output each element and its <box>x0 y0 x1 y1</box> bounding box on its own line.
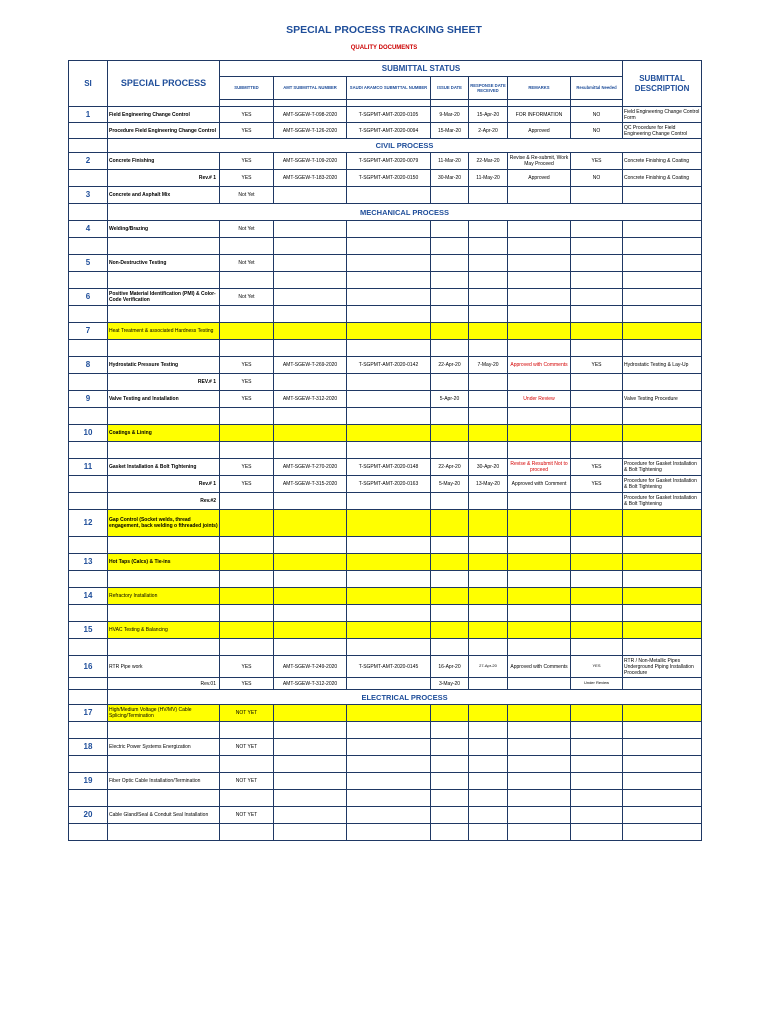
spacer-row <box>69 722 702 739</box>
col-resub-header: Resubmittal Needed <box>571 77 623 100</box>
table-row <box>69 476 702 493</box>
issue-date-cell: 9-Mar-20 <box>431 107 469 123</box>
process-name: Concrete and Asphalt Mix <box>108 187 220 204</box>
table-row <box>69 289 702 306</box>
description-cell: Valve Testing Procedure <box>623 391 702 408</box>
table-row <box>69 493 702 510</box>
process-name: Electric Power Systems Energization <box>108 739 220 756</box>
table-row <box>69 705 702 722</box>
table-row <box>69 357 702 374</box>
process-name: Positive Material Identification (PMI) & Color-Code Verification <box>108 289 220 306</box>
spacer-row <box>69 756 702 773</box>
table-row <box>69 153 702 170</box>
table-row <box>69 554 702 571</box>
col-si-header: SI <box>69 61 108 107</box>
row-number: 6 <box>69 289 108 306</box>
description-cell: Field Engineering Change Control Form <box>623 107 702 123</box>
description-cell: RTR / Non-Metallic Pipes Underground Piping Installation Procedure <box>623 656 702 678</box>
col-aramco-header: SAUDI ARAMCO SUBMITTAL NUMBER <box>347 77 431 100</box>
submitted-cell: YES <box>220 107 274 123</box>
table-row <box>69 107 702 123</box>
table-row <box>69 123 702 139</box>
submitted-cell: YES <box>220 459 274 476</box>
submitted-cell: NOT YET <box>220 739 274 756</box>
submitted-cell: NOT YET <box>220 807 274 824</box>
col-amt-header: AMT SUBMITTAL NUMBER <box>274 77 347 100</box>
col-submitted-header: SUBMITTED <box>220 77 274 100</box>
row-number: 9 <box>69 391 108 408</box>
amt-number-cell: AMT-SGEW-T-109-2020 <box>274 153 347 170</box>
spacer-row <box>69 571 702 588</box>
aramco-number-cell: T-SGPMT-AMT-2020-0105 <box>347 107 431 123</box>
resubmittal-cell: NO <box>571 107 623 123</box>
process-name: Heat Treatment & associated Hardness Testing <box>108 323 220 340</box>
amt-number-cell: AMT-SGEW-T-098-2020 <box>274 107 347 123</box>
aramco-number-cell: T-SGPMT-AMT-2020-0163 <box>347 476 431 493</box>
spacer-row <box>69 790 702 807</box>
table-row <box>69 510 702 537</box>
aramco-number-cell: T-SGPMT-AMT-2020-0145 <box>347 656 431 678</box>
description-cell: Concrete Finishing & Coating <box>623 170 702 187</box>
table-row <box>69 374 702 391</box>
col-description-header: SUBMITTAL DESCRIPTION <box>623 61 702 107</box>
row-number: 3 <box>69 187 108 204</box>
spacer-row <box>69 340 702 357</box>
spacer-row <box>69 442 702 459</box>
remarks-cell: FOR INFORMATION <box>508 107 571 123</box>
resubmittal-cell: YES <box>571 459 623 476</box>
revision-label: Rev.# 1 <box>108 170 220 187</box>
process-name: Fiber Optic Cable Installation/Termination <box>108 773 220 790</box>
issue-date-cell: 5-May-20 <box>431 476 469 493</box>
response-date-cell: 7-May-20 <box>469 357 508 374</box>
process-name: High/Medium Voltage (HV/MV) Cable Splicing/Termination <box>108 705 220 722</box>
submitted-cell: YES <box>220 153 274 170</box>
revision-label: Rev.01 <box>108 678 220 690</box>
col-issue-header: ISSUE DATE <box>431 77 469 100</box>
col-response-header: RESPONSE DATE RECEIVED <box>469 77 508 100</box>
remarks-cell: Under Review <box>508 391 571 408</box>
remarks-cell: Approved <box>508 123 571 139</box>
amt-number-cell: AMT-SGEW-T-315-2020 <box>274 476 347 493</box>
process-name: Coatings & Lining <box>108 425 220 442</box>
issue-date-cell: 22-Apr-20 <box>431 357 469 374</box>
issue-date-cell: 3-May-20 <box>431 678 469 690</box>
table-row <box>69 807 702 824</box>
header-row-1 <box>69 61 702 77</box>
row-number: 5 <box>69 255 108 272</box>
spacer-row <box>69 605 702 622</box>
row-number: 10 <box>69 425 108 442</box>
process-name: Cable Gland/Seal & Conduit Seal Installation <box>108 807 220 824</box>
process-name: HVAC Testing & Balancing <box>108 622 220 639</box>
table-row <box>69 622 702 639</box>
submitted-cell: YES <box>220 170 274 187</box>
process-name: Procedure Field Engineering Change Control <box>108 123 220 139</box>
section-title-electrical: ELECTRICAL PROCESS <box>108 690 702 705</box>
submitted-cell: YES <box>220 391 274 408</box>
spacer-row <box>69 272 702 289</box>
process-name: Refractory Installation <box>108 588 220 605</box>
process-name: Hot Taps (Calcs) & Tie-ins <box>108 554 220 571</box>
table-row <box>69 323 702 340</box>
row-number: 14 <box>69 588 108 605</box>
submitted-cell: NOT YET <box>220 705 274 722</box>
spacer-row <box>69 639 702 656</box>
table-row <box>69 656 702 678</box>
aramco-number-cell: T-SGPMT-AMT-2020-0094 <box>347 123 431 139</box>
resubmittal-cell: Under Review <box>571 678 623 690</box>
section-row <box>69 204 702 221</box>
process-name: Gasket Installation & Bolt Tightening <box>108 459 220 476</box>
spacer-row <box>69 537 702 554</box>
remarks-cell: Approved with Comment <box>508 476 571 493</box>
col-remarks-header: REMARKS <box>508 77 571 100</box>
table-row <box>69 773 702 790</box>
submitted-cell: YES <box>220 656 274 678</box>
issue-date-cell: 16-Apr-20 <box>431 656 469 678</box>
tracking-table <box>68 60 702 841</box>
table-row <box>69 255 702 272</box>
submitted-cell: Not Yet <box>220 255 274 272</box>
response-date-cell: 30-Apr-20 <box>469 459 508 476</box>
amt-number-cell: AMT-SGEW-T-312-2020 <box>274 391 347 408</box>
spacer-row <box>69 306 702 323</box>
row-number: 8 <box>69 357 108 374</box>
row-number: 13 <box>69 554 108 571</box>
submitted-cell: YES <box>220 374 274 391</box>
section-title-civil: CIVIL PROCESS <box>108 139 702 153</box>
aramco-number-cell: T-SGPMT-AMT-2020-0142 <box>347 357 431 374</box>
row-number: 15 <box>69 622 108 639</box>
issue-date-cell: 30-Mar-20 <box>431 170 469 187</box>
amt-number-cell: AMT-SGEW-T-269-2020 <box>274 357 347 374</box>
row-number: 4 <box>69 221 108 238</box>
response-date-cell: 11-May-20 <box>469 170 508 187</box>
aramco-number-cell: T-SGPMT-AMT-2020-0079 <box>347 153 431 170</box>
response-date-cell: 2-Apr-20 <box>469 123 508 139</box>
revision-label: Rev.# 1 <box>108 476 220 493</box>
resubmittal-cell: YES <box>571 476 623 493</box>
response-date-cell: 13-May-20 <box>469 476 508 493</box>
amt-number-cell: AMT-SGEW-T-126-2020 <box>274 123 347 139</box>
response-date-cell: 15-Apr-20 <box>469 107 508 123</box>
submitted-cell: Not Yet <box>220 221 274 238</box>
spacer-row <box>69 238 702 255</box>
remarks-cell: Revise & Re-submit, Work May Proceed <box>508 153 571 170</box>
submittal-status-header: SUBMITTAL STATUS <box>220 61 623 77</box>
section-title-mechanical: MECHANICAL PROCESS <box>108 204 702 221</box>
process-name: Welding/Brazing <box>108 221 220 238</box>
submitted-cell: Not Yet <box>220 187 274 204</box>
revision-label: Rev.#2 <box>108 493 220 510</box>
section-row <box>69 139 702 153</box>
row-number: 11 <box>69 459 108 476</box>
col-process-header: SPECIAL PROCESS <box>108 61 220 107</box>
process-name: Hydrostatic Pressure Testing <box>108 357 220 374</box>
row-number: 20 <box>69 807 108 824</box>
page-subtitle: QUALITY DOCUMENTS <box>350 45 418 51</box>
submitted-cell: NOT YET <box>220 773 274 790</box>
submitted-cell: Not Yet <box>220 289 274 306</box>
submitted-cell: YES <box>220 357 274 374</box>
submitted-cell: YES <box>220 678 274 690</box>
remarks-cell: Approved <box>508 170 571 187</box>
issue-date-cell: 22-Apr-20 <box>431 459 469 476</box>
description-cell: Concrete Finishing & Coating <box>623 153 702 170</box>
row-number: 2 <box>69 153 108 170</box>
table-row <box>69 459 702 476</box>
resubmittal-cell: YES <box>571 357 623 374</box>
submitted-cell: YES <box>220 123 274 139</box>
page-title: SPECIAL PROCESS TRACKING SHEET <box>286 24 482 36</box>
process-name: Non-Destructive Testing <box>108 255 220 272</box>
remarks-cell: Revise & Resubmit Not to proceed <box>508 459 571 476</box>
resubmittal-cell: NO <box>571 123 623 139</box>
table-row <box>69 187 702 204</box>
table-row <box>69 170 702 187</box>
resubmittal-cell: YES <box>571 656 623 678</box>
resubmittal-cell: YES <box>571 153 623 170</box>
submitted-cell: YES <box>220 476 274 493</box>
description-cell: Hydrostatic Testing & Lay-Up <box>623 357 702 374</box>
row-number: 18 <box>69 739 108 756</box>
row-number: 1 <box>69 107 108 123</box>
issue-date-cell: 5-Apr-20 <box>431 391 469 408</box>
process-name: Valve Testing and Installation <box>108 391 220 408</box>
amt-number-cell: AMT-SGEW-T-312-2020 <box>274 678 347 690</box>
table-row <box>69 391 702 408</box>
amt-number-cell: AMT-SGEW-T-183-2020 <box>274 170 347 187</box>
section-row <box>69 690 702 705</box>
spacer-row <box>69 408 702 425</box>
revision-label: REV.# 1 <box>108 374 220 391</box>
issue-date-cell: 11-Mar-20 <box>431 153 469 170</box>
row-number: 12 <box>69 510 108 537</box>
table-row <box>69 678 702 690</box>
description-cell: Procedure for Gasket Installation & Bolt Tightening <box>623 476 702 493</box>
response-date-cell: 22-Mar-20 <box>469 153 508 170</box>
table-row <box>69 425 702 442</box>
amt-number-cell: AMT-SGEW-T-270-2020 <box>274 459 347 476</box>
amt-number-cell: AMT-SGEW-T-249-2020 <box>274 656 347 678</box>
process-name: Concrete Finishing <box>108 153 220 170</box>
process-name: Gap Control (Socket welds, thread engagement, back welding o fthreaded joints) <box>108 510 220 537</box>
table-row <box>69 588 702 605</box>
table-row <box>69 221 702 238</box>
description-cell: Procedure for Gasket Installation & Bolt Tightening <box>623 459 702 476</box>
row-number: 16 <box>69 656 108 678</box>
description-cell: Procedure for Gasket Installation & Bolt Tightening <box>623 493 702 510</box>
table-row <box>69 739 702 756</box>
process-name: RTR Pipe work <box>108 656 220 678</box>
spacer-row <box>69 824 702 841</box>
resubmittal-cell: NO <box>571 170 623 187</box>
aramco-number-cell: T-SGPMT-AMT-2020-0150 <box>347 170 431 187</box>
description-cell: QC Procedure for Field Engineering Change Control <box>623 123 702 139</box>
response-date-cell: 27-Apr-20 <box>469 656 508 678</box>
remarks-cell: Approved with Comments <box>508 357 571 374</box>
row-number: 7 <box>69 323 108 340</box>
row-number: 19 <box>69 773 108 790</box>
row-number: 17 <box>69 705 108 722</box>
aramco-number-cell: T-SGPMT-AMT-2020-0148 <box>347 459 431 476</box>
remarks-cell: Approved with Comments <box>508 656 571 678</box>
issue-date-cell: 15-Mar-20 <box>431 123 469 139</box>
process-name: Field Engineering Change Control <box>108 107 220 123</box>
